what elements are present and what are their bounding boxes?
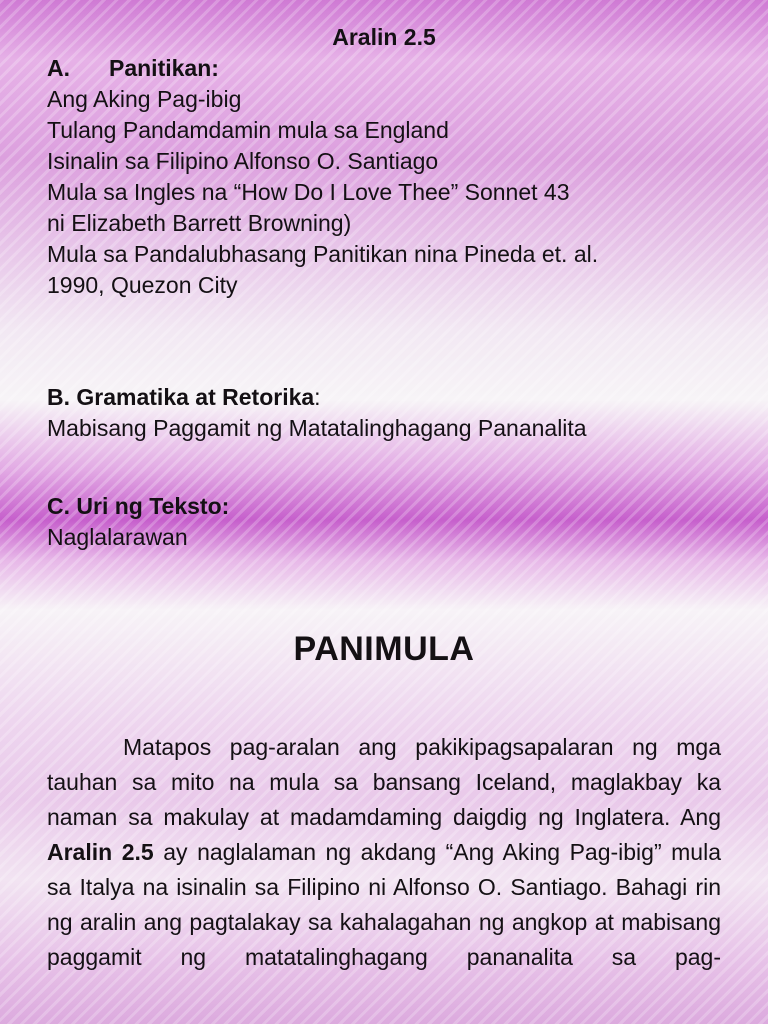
lesson-title: Aralin 2.5: [332, 24, 436, 50]
section-a-line: Isinalin sa Filipino Alfonso O. Santiago: [47, 148, 439, 174]
section-a-line: Mula sa Ingles na “How Do I Love Thee” Sonnet 43: [47, 179, 570, 205]
section-b-colon: :: [314, 384, 321, 410]
section-b-title: B. Gramatika at Retorika: [47, 384, 315, 410]
section-c: [47, 491, 721, 553]
paragraph-text-part2: ay naglalaman ng akdang “Ang Aking Pag-ibig” mula sa Italya na isinalin sa Filipino ni Alfonso O. Santiago. Bahagi rin ng aralin ang pagtalakay sa kahalagahan ng angkop at mabisang paggamit ng matatalinghagang pananalita sa pag-: [47, 839, 722, 970]
section-a-line: Ang Aking Pag-ibig: [47, 86, 242, 112]
panimula-paragraph: [47, 730, 721, 975]
section-a-letter: A.: [47, 55, 70, 81]
paragraph-bold-lesson: Aralin 2.5: [47, 839, 154, 865]
panimula-heading: PANIMULA: [293, 630, 475, 668]
section-a-line: Tulang Pandamdamin mula sa England: [47, 117, 449, 143]
section-b-heading: [47, 382, 721, 413]
section-a-title: Panitikan:: [109, 55, 219, 81]
section-c-body: Naglalarawan: [47, 524, 188, 550]
section-c-heading: C. Uri ng Teksto:: [47, 493, 230, 519]
section-b: [47, 382, 721, 444]
section-a-line: ni Elizabeth Barrett Browning): [47, 210, 352, 236]
section-a-line: 1990, Quezon City: [47, 272, 238, 298]
lesson-overview: [47, 22, 721, 301]
paragraph-text-part1: Matapos pag-aralan ang pakikipagsapalaran ng mga tauhan sa mito na mula sa bansang Iceland, maglakbay ka naman sa makulay at madamdaming daigdig ng Inglatera. Ang: [47, 734, 721, 830]
section-b-body: Mabisang Paggamit ng Matatalinghagang Pananalita: [47, 415, 587, 441]
section-a-heading: [47, 53, 721, 84]
section-a-line: Mula sa Pandalubhasang Panitikan nina Pineda et. al.: [47, 241, 599, 267]
